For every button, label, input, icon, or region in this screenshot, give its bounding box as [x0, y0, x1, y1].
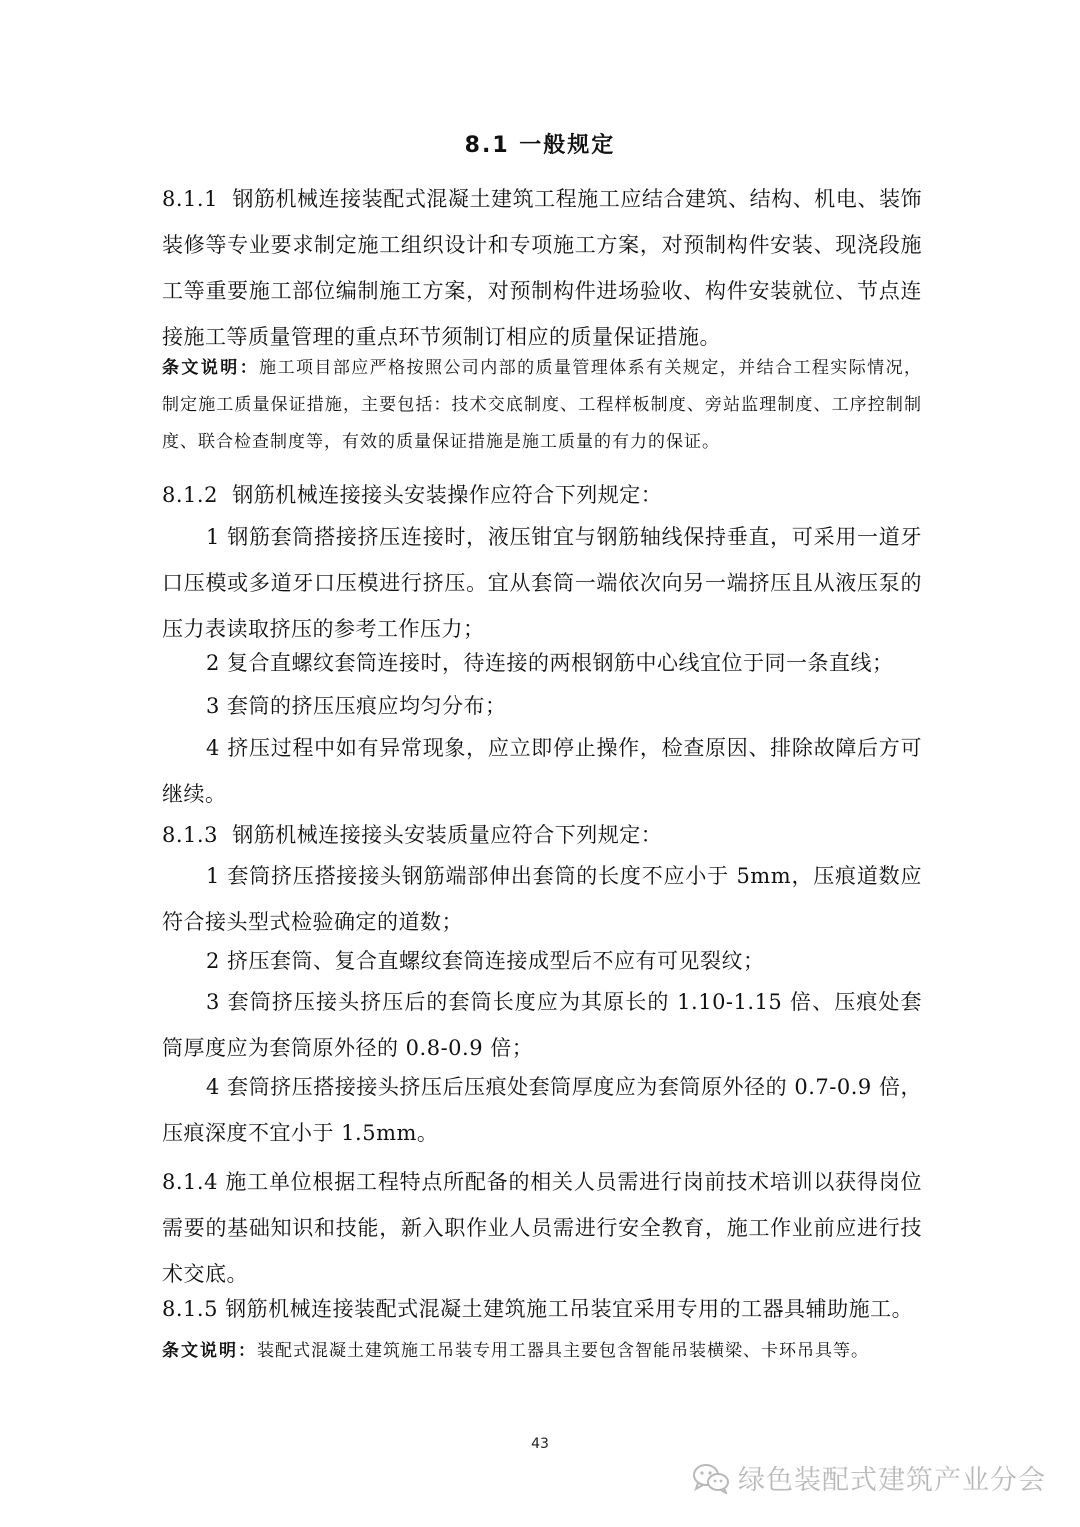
clause-8-1-2	[162, 472, 922, 518]
clause-8-1-3-item-4: 4 套筒挤压搭接接头挤压后压痕处套筒厚度应为套筒原外径的 0.7-0.9 倍，压痕深度不宜小于 1.5mm。	[162, 1075, 922, 1145]
section-title: 8.1 一般规定	[464, 133, 616, 158]
clause-number: 8.1.5	[162, 1297, 218, 1321]
note-text: 施工项目部应严格按照公司内部的质量管理体系有关规定，并结合工程实际情况，制定施工质量保证措施，主要包括：技术交底制度、工程样板制度、旁站监理制度、工序控制制度、联合检查制度等，有效的质量保证措施是施工质量的有力的保证。	[162, 358, 922, 452]
clause-8-1-3-item-3: 3 套筒挤压接头挤压后的套筒长度应为其原长的 1.10-1.15 倍、压痕处套筒厚度应为套筒原外径的 0.8-0.9 倍；	[162, 990, 922, 1060]
clause-number: 8.1.3	[162, 823, 218, 847]
clause-8-1-2-item-3: 3 套筒的挤压压痕应均匀分布；	[206, 694, 507, 718]
clause-8-1-5	[162, 1286, 922, 1332]
clause-text: 钢筋机械连接接头安装操作应符合下列规定：	[232, 483, 663, 507]
note-label: 条文说明：	[162, 358, 260, 378]
clause-8-1-2-item-4: 4 挤压过程中如有异常现象，应立即停止操作，检查原因、排除故障后方可继续。	[162, 736, 922, 806]
watermark-text: 绿色装配式建筑产业分会	[738, 1465, 1046, 1496]
clause-8-1-4	[162, 1159, 922, 1297]
clause-8-1-2-item-1: 1 钢筋套筒搭接挤压连接时，液压钳宜与钢筋轴线保持垂直，可采用一道牙口压模或多道牙口压模进行挤压。宜从套筒一端依次向另一端挤压且从液压泵的压力表读取挤压的参考工作压力；	[162, 525, 922, 641]
note-label: 条文说明：	[162, 1341, 257, 1361]
clause-text: 钢筋机械连接装配式混凝土建筑施工吊装宜采用专用的工器具辅助施工。	[225, 1297, 914, 1321]
watermark	[692, 1458, 1046, 1497]
clause-number: 8.1.1	[162, 187, 218, 211]
clause-number: 8.1.4	[162, 1170, 218, 1194]
clause-note-2	[162, 1333, 922, 1370]
clause-text: 施工单位根据工程特点所配备的相关人员需进行岗前技术培训以获得岗位需要的基础知识和技能，新入职作业人员需进行安全教育，施工作业前应进行技术交底。	[162, 1170, 922, 1286]
wechat-icon	[692, 1462, 730, 1494]
clause-8-1-3-item-1: 1 套筒挤压搭接接头钢筋端部伸出套筒的长度不应小于 5mm，压痕道数应符合接头型式检验确定的道数；	[162, 864, 922, 934]
clause-number: 8.1.2	[162, 483, 218, 507]
clause-text: 钢筋机械连接接头安装质量应符合下列规定：	[232, 823, 663, 847]
clause-8-1-3-item-2: 2 挤压套筒、复合直螺纹套筒连接成型后不应有可见裂纹；	[206, 949, 765, 973]
page-number: 43	[531, 1436, 549, 1452]
clause-text: 钢筋机械连接装配式混凝土建筑工程施工应结合建筑、结构、机电、装饰装修等专业要求制定施工组织设计和专项施工方案，对预制构件安装、现浇段施工等重要施工部位编制施工方案，对预制构件进场验收、构件安装就位、节点连接施工等质量管理的重点环节须制订相应的质量保证措施。	[162, 187, 923, 349]
note-text: 装配式混凝土建筑施工吊装专用工器具主要包含智能吊装横梁、卡环吊具等。	[257, 1341, 869, 1361]
clause-8-1-3	[162, 812, 922, 858]
clause-note-1	[162, 350, 922, 461]
clause-8-1-2-item-2: 2 复合直螺纹套筒连接时，待连接的两根钢筋中心线宜位于同一条直线；	[206, 651, 894, 675]
clause-8-1-1	[162, 176, 922, 360]
